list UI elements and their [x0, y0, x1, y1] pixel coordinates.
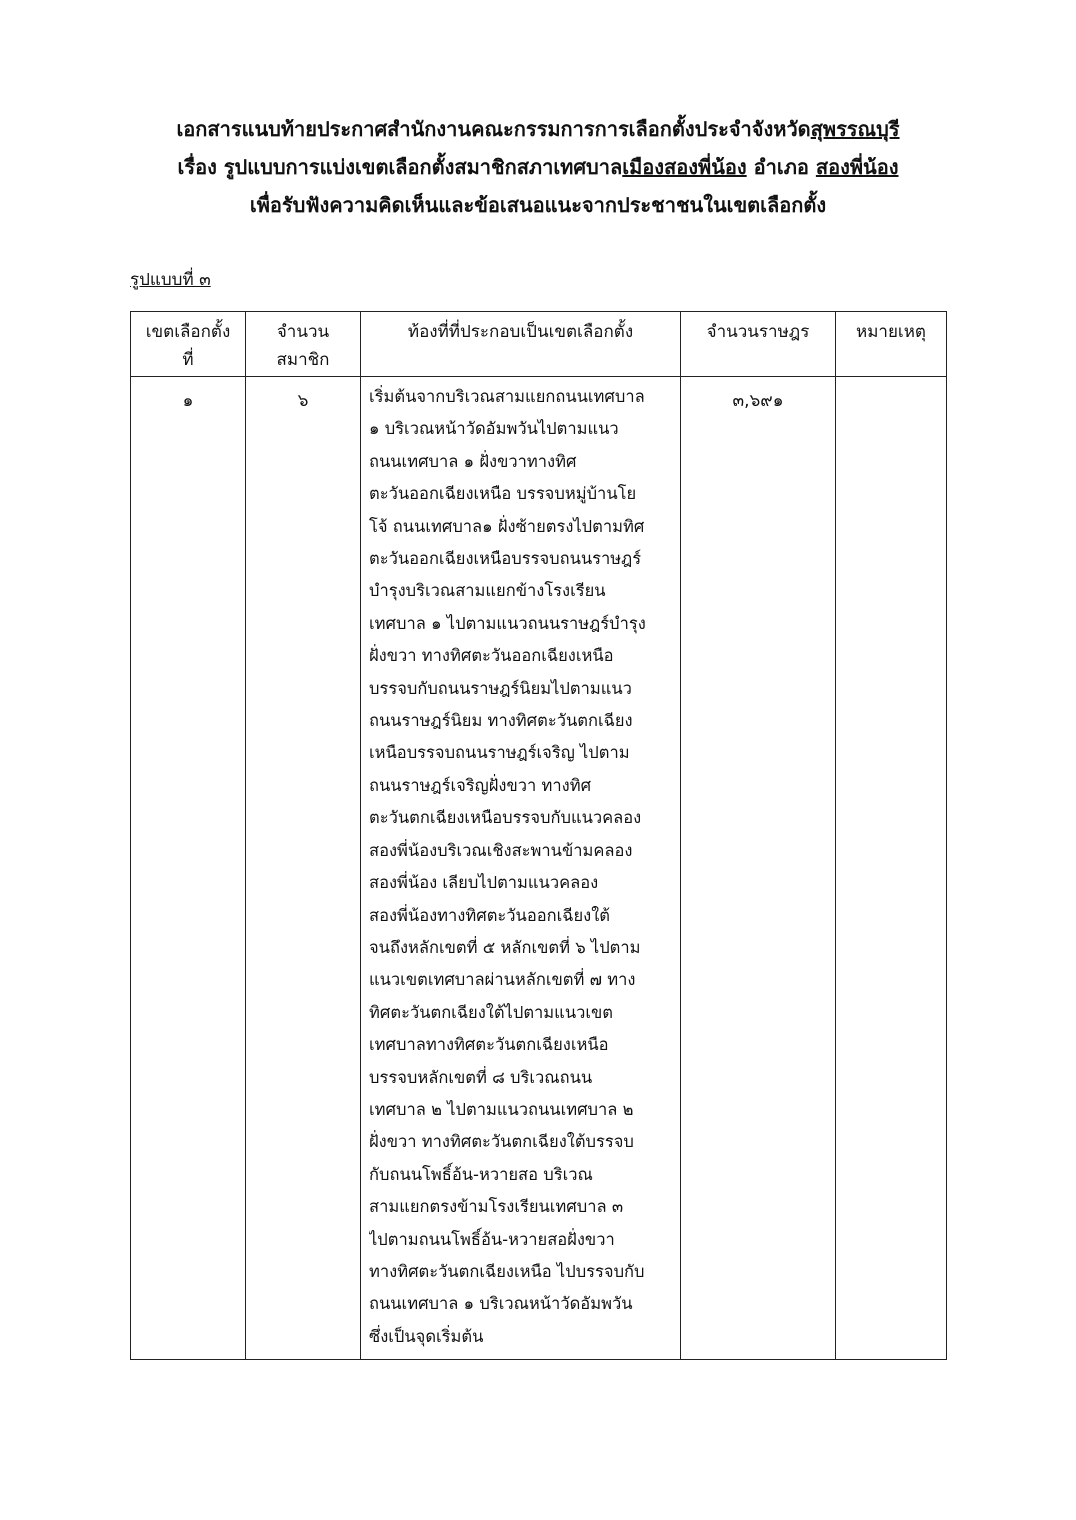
amphoe-name: สองพี่น้อง	[815, 155, 899, 179]
municipality-name: เมืองสองพี่น้อง	[622, 155, 747, 179]
document-heading	[80, 110, 996, 224]
province-name: สุพรรณบุรี	[810, 117, 900, 141]
area-text-line: กับถนนโพธิ์อ้น-หวายสอ บริเวณ	[369, 1164, 593, 1184]
area-text-line: ถนนราษฎร์นิยม ทางทิศตะวันตกเฉียง	[369, 711, 633, 731]
area-text-line: สามแยกตรงข้ามโรงเรียนเทศบาล ๓	[369, 1197, 624, 1217]
area-text-line: โจ้ ถนนเทศบาล๑ ฝั่งซ้ายตรงไปตามทิศ	[369, 516, 645, 536]
heading-line-1: เอกสารแนบท้ายประกาศสำนักงานคณะกรรมการการเลือกตั้งประจำจังหวัดสุพรรณบุรี	[176, 117, 900, 141]
area-text-line: เทศบาลทางทิศตะวันตกเฉียงเหนือ	[369, 1035, 609, 1055]
table-header-row	[131, 312, 947, 377]
area-text-line: จนถึงหลักเขตที่ ๕ หลักเขตที่ ๖ ไปตาม	[369, 937, 641, 957]
area-text-line: เหนือบรรจบถนนราษฎร์เจริญ ไปตาม	[369, 743, 630, 763]
heading-line-2: เรื่อง รูปแบบการแบ่งเขตเลือกตั้งสมาชิกสภาเทศบาลเมืองสองพี่น้อง อำเภอ สองพี่น้อง	[177, 155, 899, 179]
header-remarks: หมายเหตุ	[836, 312, 947, 377]
cell-members: ๖	[246, 377, 361, 1360]
cell-population: ๓,๖๙๑	[681, 377, 836, 1360]
area-text-line: ถนนเทศบาล ๑ ฝั่งขวาทางทิศ	[369, 451, 577, 471]
heading-line-3: เพื่อรับฟังความคิดเห็นและข้อเสนอแนะจากประชาชนในเขตเลือกตั้ง	[249, 193, 827, 217]
area-text-line: ฝั่งขวา ทางทิศตะวันตกเฉียงใต้บรรจบ	[369, 1132, 634, 1152]
area-text-line: แนวเขตเทศบาลผ่านหลักเขตที่ ๗ ทาง	[369, 970, 636, 990]
area-text-line: บรรจบหลักเขตที่ ๘ บริเวณถนน	[369, 1067, 593, 1087]
area-text-line: ๑ บริเวณหน้าวัดอัมพวันไปตามแนว	[369, 419, 619, 439]
header-members: จำนวน สมาชิก	[246, 312, 361, 377]
cell-district: ๑	[131, 377, 246, 1360]
area-text-line: ฝั่งขวา ทางทิศตะวันออกเฉียงเหนือ	[369, 646, 614, 666]
area-text-line: ตะวันออกเฉียงเหนือ บรรจบหมู่บ้านโย	[369, 484, 637, 504]
area-text-line: เริ่มต้นจากบริเวณสามแยกถนนเทศบาล	[369, 387, 645, 406]
header-district: เขตเลือกตั้ง ที่	[131, 312, 246, 377]
area-text-line: ตะวันออกเฉียงเหนือบรรจบถนนราษฎร์	[369, 549, 642, 569]
area-text-line: ซึ่งเป็นจุดเริ่มต้น	[369, 1326, 484, 1346]
area-text-line: ทิศตะวันตกเฉียงใต้ไปตามแนวเขต	[369, 1002, 613, 1022]
area-text-line: ทางทิศตะวันตกเฉียงเหนือ ไปบรรจบกับ	[369, 1261, 645, 1281]
area-text-line: สองพี่น้องทางทิศตะวันออกเฉียงใต้	[369, 905, 611, 925]
area-text-line: ถนนราษฎร์เจริญฝั่งขวา ทางทิศ	[369, 775, 592, 795]
district-table	[130, 311, 947, 1360]
area-text-line: เทศบาล ๒ ไปตามแนวถนนเทศบาล ๒	[369, 1099, 634, 1119]
header-population: จำนวนราษฎร	[681, 312, 836, 377]
header-area: ท้องที่ที่ประกอบเป็นเขตเลือกตั้ง	[361, 312, 681, 377]
cell-remarks	[836, 377, 947, 1360]
area-text-line: สองพี่น้อง เลียบไปตามแนวคลอง	[369, 873, 599, 893]
area-text-line: สองพี่น้องบริเวณเชิงสะพานข้ามคลอง	[369, 840, 633, 860]
area-text-line: ตะวันตกเฉียงเหนือบรรจบกับแนวคลอง	[369, 808, 642, 828]
area-text-line: ไปตามถนนโพธิ์อ้น-หวายสอฝั่งขวา	[369, 1229, 615, 1249]
cell-area	[361, 377, 681, 1360]
area-text-line: เทศบาล ๑ ไปตามแนวถนนราษฎร์บำรุง	[369, 613, 646, 633]
area-text-line: บำรุงบริเวณสามแยกข้างโรงเรียน	[369, 581, 606, 601]
format-label: รูปแบบที่ ๓	[130, 270, 211, 290]
table-row	[131, 377, 947, 1360]
area-text-line: ถนนเทศบาล ๑ บริเวณหน้าวัดอัมพวัน	[369, 1294, 633, 1314]
area-text-line: บรรจบกับถนนราษฎร์นิยมไปตามแนว	[369, 678, 632, 698]
